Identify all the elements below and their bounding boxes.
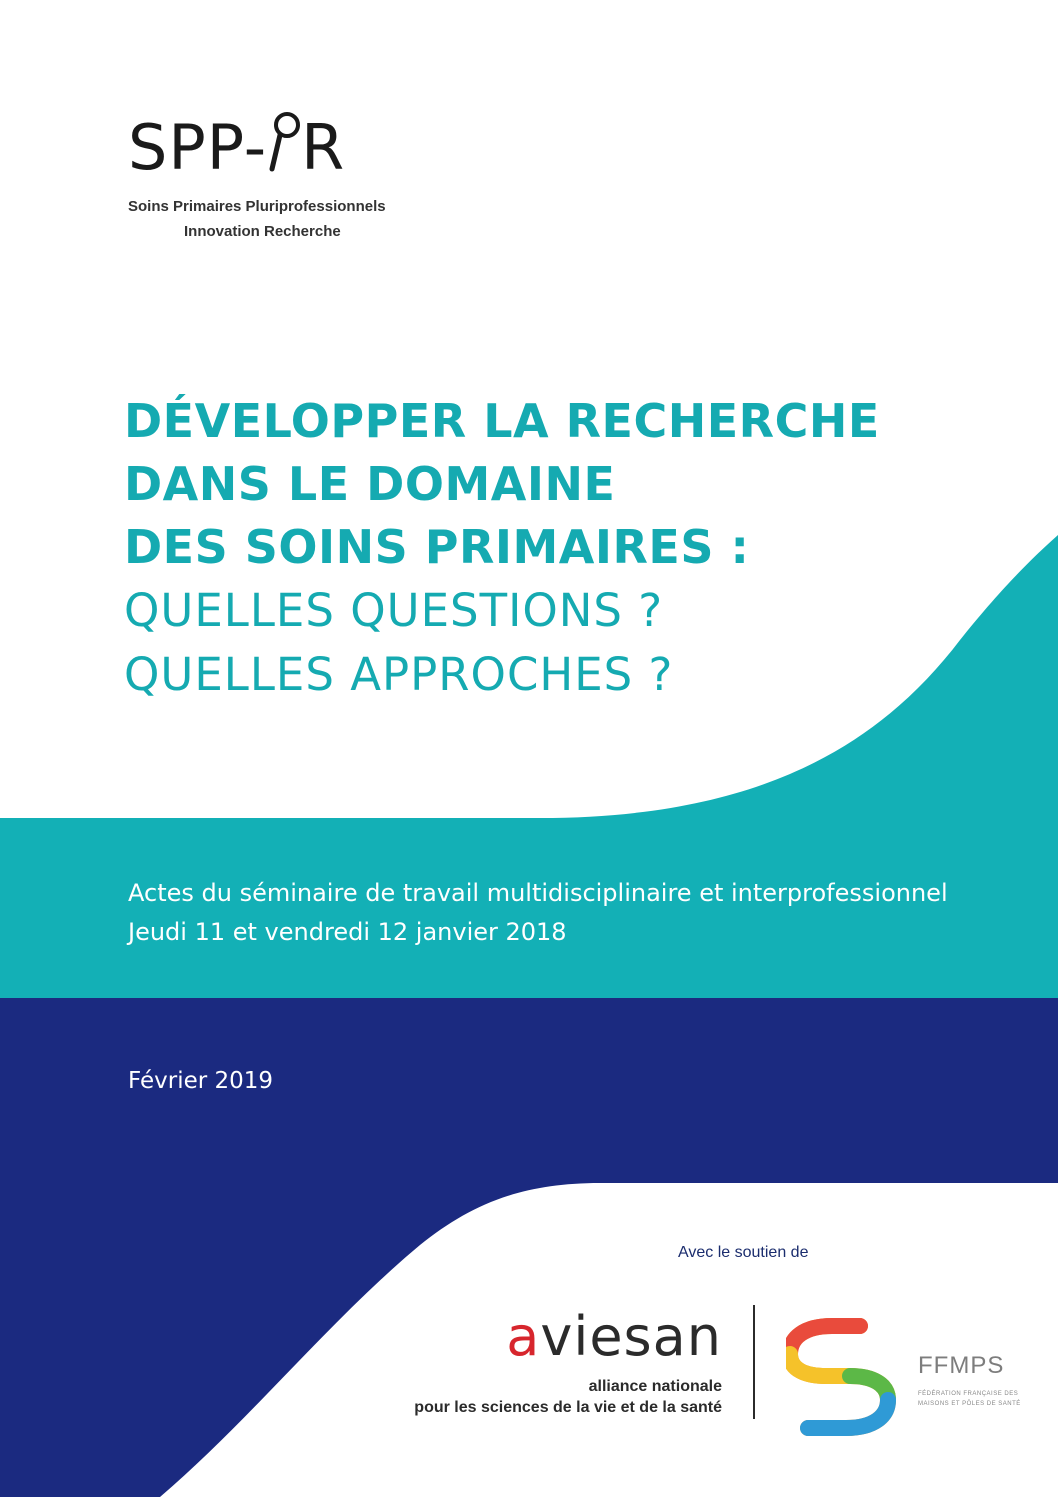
aviesan-wordmark-rest: viesan [540, 1305, 722, 1368]
document-title [124, 390, 944, 707]
ffmps-line-1: FÉDÉRATION FRANÇAISE DES [918, 1391, 1019, 1397]
logo-wordmark-right: R [301, 111, 346, 184]
ffmps-line-2: MAISONS ET PÔLES DE SANTÉ [918, 1401, 1021, 1407]
logo-wordmark [128, 108, 345, 188]
ffmps-s-icon [786, 1318, 896, 1436]
subtitle-line-2: Jeudi 11 et vendredi 12 janvier 2018 [128, 918, 567, 946]
publication-date: Février 2019 [128, 1068, 274, 1094]
subtitle-line-1: Actes du séminaire de travail multidisciplinaire et interprofessionnel [128, 879, 948, 907]
title-line-3: DES SOINS PRIMAIRES : [124, 520, 750, 574]
logo-wordmark-left: SPP- [128, 111, 268, 184]
logo-divider [753, 1305, 755, 1419]
logo-line-2: Innovation Recherche [184, 223, 341, 240]
aviesan-wordmark-first: a [506, 1305, 541, 1368]
aviesan-line-2: pour les sciences de la vie et de la santé [414, 1399, 722, 1416]
magnifier-icon [267, 111, 301, 173]
support-label: Avec le soutien de [678, 1244, 809, 1261]
aviesan-wordmark [506, 1305, 722, 1368]
title-line-1: DÉVELOPPER LA RECHERCHE [124, 394, 880, 448]
aviesan-line-1: alliance nationale [588, 1378, 722, 1395]
title-line-2: DANS LE DOMAINE [124, 457, 616, 511]
ffmps-wordmark: FFMPS [918, 1352, 1005, 1379]
title-line-4: QUELLES QUESTIONS ? [124, 584, 664, 637]
logo-line-1: Soins Primaires Pluriprofessionnels [128, 198, 386, 215]
spp-ir-logo [128, 108, 428, 248]
seminar-subtitle [128, 874, 948, 952]
aviesan-logo [390, 1305, 722, 1420]
title-line-5: QUELLES APPROCHES ? [124, 648, 674, 701]
